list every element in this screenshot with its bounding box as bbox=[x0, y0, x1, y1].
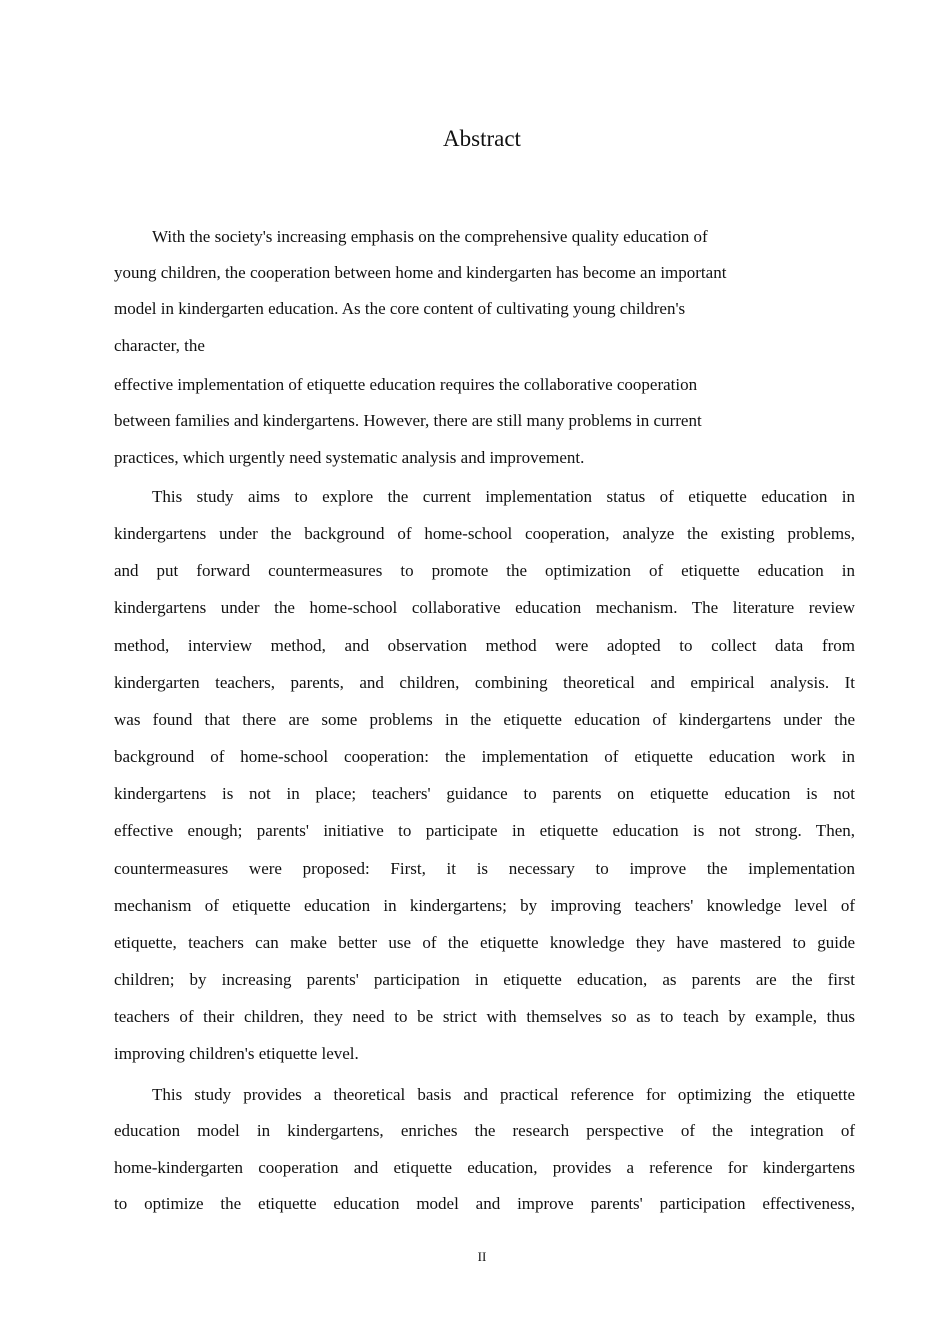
paragraph-line: to optimize the etiquette education model and improve parents' participation effectiveness, bbox=[114, 1194, 855, 1213]
paragraph-line: and put forward countermeasures to promote the optimization of etiquette education in bbox=[114, 561, 855, 580]
paragraph-line: mechanism of etiquette education in kindergartens; by improving teachers' knowledge level of bbox=[114, 896, 855, 915]
page-title: Abstract bbox=[443, 126, 521, 151]
paragraph-line: This study provides a theoretical basis and practical reference for optimizing the etiquette bbox=[152, 1085, 855, 1104]
paragraph-line: education model in kindergartens, enriches the research perspective of the integration of bbox=[114, 1121, 855, 1140]
paragraph-line: This study aims to explore the current implementation status of etiquette education in bbox=[152, 487, 855, 506]
paragraph-line: With the society's increasing emphasis on the comprehensive quality education of bbox=[152, 227, 708, 246]
paragraph-line: home-kindergarten cooperation and etiquette education, provides a reference for kindergartens bbox=[114, 1158, 855, 1177]
page-number: II bbox=[477, 1249, 487, 1264]
paragraph-line: teachers of their children, they need to be strict with themselves so as to teach by example, thus bbox=[114, 1007, 855, 1026]
paragraph-line: character, the bbox=[114, 336, 205, 355]
paragraph-line: young children, the cooperation between home and kindergarten has become an important bbox=[114, 263, 727, 282]
paragraph-line: practices, which urgently need systematic analysis and improvement. bbox=[114, 448, 585, 467]
paragraph-line: kindergarten teachers, parents, and children, combining theoretical and empirical analysis. It bbox=[114, 673, 855, 692]
paragraph-line: method, interview method, and observation method were adopted to collect data from bbox=[114, 636, 855, 655]
paragraph-line: kindergartens under the home-school collaborative education mechanism. The literature review bbox=[114, 598, 855, 617]
paragraph-line: countermeasures were proposed: First, it is necessary to improve the implementation bbox=[114, 859, 855, 878]
paragraph-line: background of home-school cooperation: the implementation of etiquette education work in bbox=[114, 747, 855, 766]
paragraph-line: was found that there are some problems in the etiquette education of kindergartens under the bbox=[114, 710, 855, 729]
paragraph-line: kindergartens under the background of home-school cooperation, analyze the existing problems, bbox=[114, 524, 855, 543]
paragraph-line: children; by increasing parents' participation in etiquette education, as parents are the first bbox=[114, 970, 855, 989]
paragraph-line: model in kindergarten education. As the core content of cultivating young children's bbox=[114, 299, 686, 318]
paragraph-line: improving children's etiquette level. bbox=[114, 1044, 359, 1063]
paragraph-line: etiquette, teachers can make better use of the etiquette knowledge they have mastered to guide bbox=[114, 933, 855, 952]
paragraph-line: kindergartens is not in place; teachers' guidance to parents on etiquette education is not bbox=[114, 784, 855, 803]
paragraph-line: effective enough; parents' initiative to participate in etiquette education is not strong. Then, bbox=[114, 821, 855, 840]
paragraph-line: effective implementation of etiquette education requires the collaborative cooperation bbox=[114, 375, 698, 394]
paragraph-line: between families and kindergartens. However, there are still many problems in current bbox=[114, 411, 702, 430]
